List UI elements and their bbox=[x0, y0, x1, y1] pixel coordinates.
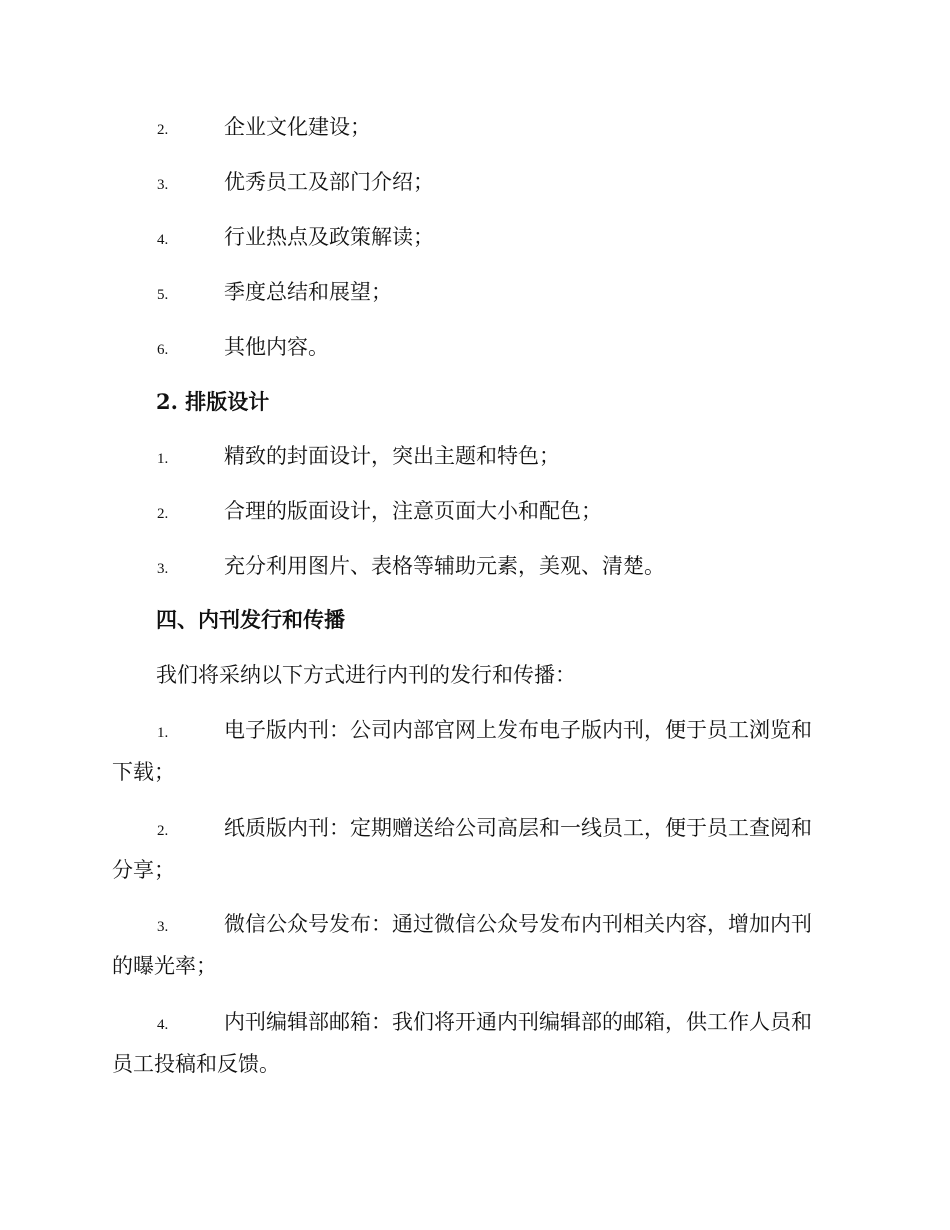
list-number: 1. bbox=[157, 725, 169, 741]
list-text-continuation: 的曝光率； bbox=[112, 954, 217, 978]
list-number: 4. bbox=[157, 1017, 169, 1033]
list-number: 2. bbox=[157, 506, 169, 522]
list-text: 纸质版内刊：定期赠送给公司高层和一线员工，便于员工查阅和 bbox=[224, 816, 812, 840]
list-text: 企业文化建设； bbox=[224, 115, 371, 139]
list-number: 4. bbox=[157, 232, 169, 248]
list-number: 3. bbox=[157, 177, 169, 193]
list-number: 2. bbox=[157, 823, 169, 839]
list-number: 6. bbox=[157, 342, 169, 358]
list-text-continuation: 分享； bbox=[112, 858, 175, 882]
list-text: 合理的版面设计，注意页面大小和配色； bbox=[224, 499, 602, 523]
list-number: 2. bbox=[157, 122, 169, 138]
list-number: 5. bbox=[157, 287, 169, 303]
list-text: 精致的封面设计，突出主题和特色； bbox=[224, 444, 560, 468]
list-text: 内刊编辑部邮箱：我们将开通内刊编辑部的邮箱，供工作人员和 bbox=[224, 1010, 812, 1034]
list-text: 优秀员工及部门介绍； bbox=[224, 170, 434, 194]
list-number: 3. bbox=[157, 919, 169, 935]
list-text: 其他内容。 bbox=[224, 335, 329, 359]
section-heading-distribution: 四、内刊发行和传播 bbox=[156, 607, 345, 632]
section-heading-layout: 2. 排版设计 bbox=[156, 389, 270, 414]
intro-paragraph: 我们将采纳以下方式进行内刊的发行和传播： bbox=[156, 663, 576, 687]
list-text-continuation: 员工投稿和反馈。 bbox=[112, 1052, 280, 1076]
list-text: 行业热点及政策解读； bbox=[224, 225, 434, 249]
list-text: 充分利用图片、表格等辅助元素，美观、清楚。 bbox=[224, 554, 665, 578]
list-text: 电子版内刊：公司内部官网上发布电子版内刊，便于员工浏览和 bbox=[224, 718, 812, 742]
list-text: 季度总结和展望； bbox=[224, 280, 392, 304]
list-text-continuation: 下载； bbox=[112, 760, 175, 784]
list-text: 微信公众号发布：通过微信公众号发布内刊相关内容，增加内刊 bbox=[224, 912, 812, 936]
list-number: 1. bbox=[157, 451, 169, 467]
list-number: 3. bbox=[157, 561, 169, 577]
